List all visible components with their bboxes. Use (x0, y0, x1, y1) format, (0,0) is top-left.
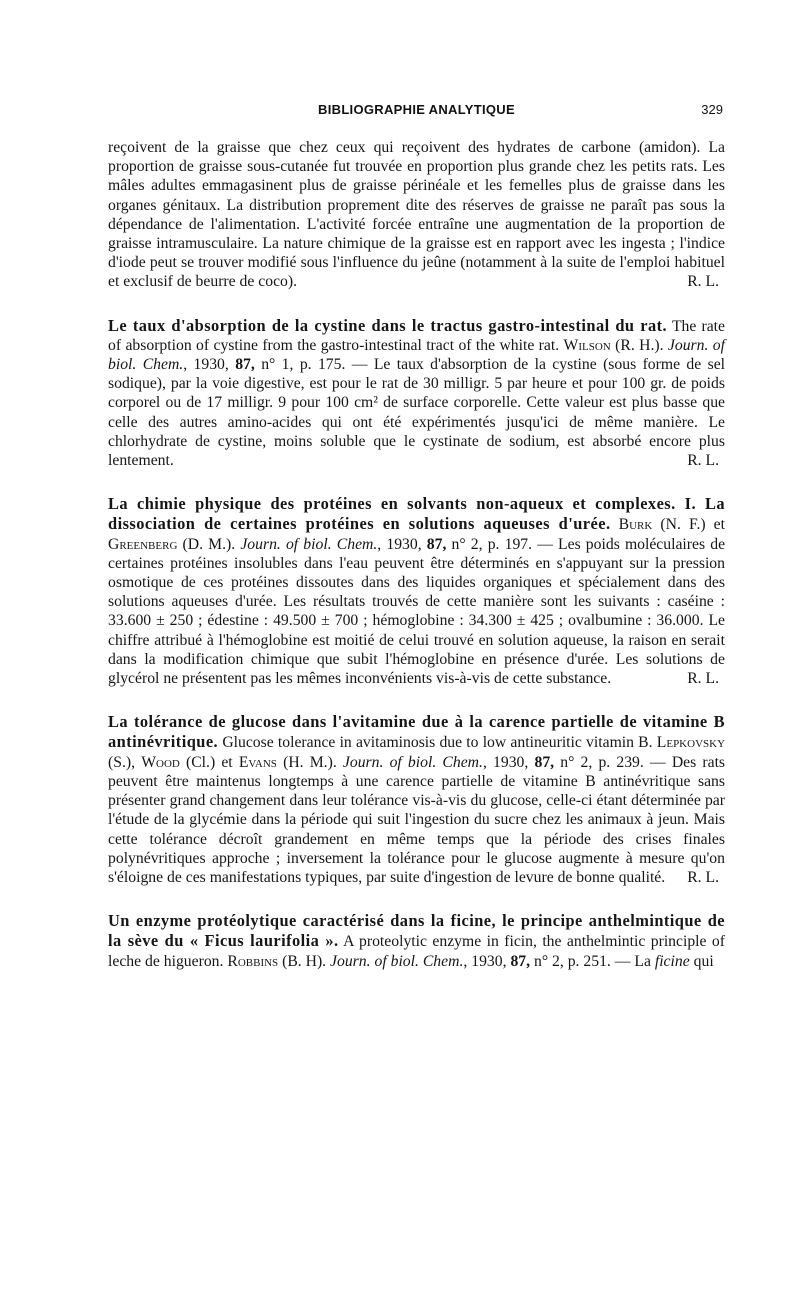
abstract-continuation (108, 138, 725, 292)
author-name: Wilson (563, 336, 611, 354)
abstract-ficine (108, 911, 725, 971)
page-number: 329 (701, 102, 723, 117)
journal-volume: 87, (235, 356, 255, 374)
abstract-body: La tolérance de glucose dans l'avitamine due à la carence partielle de vitamine B antinévritique. Glucose tolerance in avitaminosis due to low antineuritic vitamin B. Lepkovsky (S.), Wood (Cl.) et Evans (H. M.). Journ. of biol. Chem., 1930, 87, n° 2, p. 239. — Des rats peuvent être maintenus longtemps à une carence partielle de vitamine B antinévritique sans présenter grand changement dans leur tolérance vis-à-vis du glucose, celle-ci étant déterminée par l'étude de la glycémie dans la période qui suit l'ingestion du sucre chez les animaux à jeun. Mais cette tolérance décroît grandement en même temps que la période des crises finales polynévritiques approche ; inversement la tolérance pour le glucose augmente à mesure qu'on s'éloigne de ces manifestations typiques, par suite d'ingestion de levure de bonne qualité. R. L. (108, 712, 726, 886)
english-title: Glucose tolerance in avitaminosis due to low antineuritic vitamin B. (222, 734, 653, 752)
journal-volume: 87, (426, 535, 447, 553)
abstract-initials: R. L. (687, 452, 719, 470)
english-title: The rate of absorption of cystine from the gastro-intestinal tract of the white rat. (108, 317, 725, 354)
abstract-initials: R. L. (687, 273, 719, 291)
author-name: Robbins (227, 952, 279, 970)
running-title: BIBLIOGRAPHIE ANALYTIQUE (318, 102, 515, 117)
abstract-cystine (108, 316, 725, 471)
journal-name: Journ. of biol. Chem. (108, 336, 726, 374)
abstract-title: Le taux d'absorption de la cystine dans le tractus gastro-intestinal du rat. (108, 315, 668, 335)
journal-volume: 87, (510, 952, 531, 970)
running-head (108, 100, 725, 122)
journal-volume: 87, (534, 753, 555, 771)
abstract-body: Le taux d'absorption de la cystine dans le tractus gastro-intestinal du rat. The rate of absorption of cystine from the gastro-intestinal tract of the white rat. Wilson (R. H.). Journ. of biol. Chem., 1930, 87, n° 1, p. 175. — Le taux d'absorption de la cystine (sous forme de sel sodique), par la voie digestive, est pour le rat de 30 milligr. 5 par heure et pour 100 gr. de poids corporel ou de 17 milligr. 9 pour 100 cm² de surface corporelle. Cette valeur est plus basse que celle des autres amino-acides qui ont été expérimentés jusqu'ici de même manière. Le chlorhydrate de cystine, moins soluble que le cystinate de sodium, est absorbé encore plus lentement. R. L. (108, 315, 726, 470)
author-name: Wood (141, 753, 180, 771)
abstract-proteines (108, 494, 725, 688)
journal-name: Journ. of biol. Chem. (330, 952, 464, 970)
journal-name: Journ. of biol. Chem. (342, 753, 483, 771)
abstract-body: reçoivent de la graisse que chez ceux qui reçoivent des hydrates de carbone (amidon). La proportion de graisse sous-cutanée fut trouvée en proportion plus grande chez les petits rats. Les mâles adultes emmagasinent plus de graisse périnéale et les femelles plus de graisse dans les organes génitaux. La distribution proprement dite des réserves de graisse ne paraît pas sous la dépendance de l'alimentation. L'activité forcée entraîne une augmentation de la proportion de graisse intramusculaire. La nature chimique de la graisse est en rapport avec les ingesta ; l'indice d'iode peut se trouver modifié sous l'influence du jeûne (notamment à la suite de l'emploi habituel et exclusif de beurre de coco). R. L. (108, 139, 725, 291)
journal-name: Journ. of biol. Chem. (240, 535, 378, 553)
italic-term: ficine (654, 952, 690, 970)
author-name: Evans (238, 753, 277, 771)
abstract-initials: R. L. (687, 670, 719, 688)
author-name: Greenberg (108, 535, 178, 553)
abstract-body: La chimie physique des protéines en solvants non-aqueux et complexes. I. La dissociation de certaines protéines en solutions aqueuses d'urée. Burk (N. F.) et Greenberg (D. M.). Journ. of biol. Chem., 1930, 87, n° 2, p. 197. — Les poids moléculaires de certaines protéines insolubles dans l'eau peuvent être déterminés en s'appuyant sur la pression osmotique de ces protéines dissoutes dans des liquides organiques et spécialement dans des solutions aqueuses d'urée. Les résultats trouvés de cette manière sont les suivants : caséine : 33.600 ± 250 ; édestine : 49.500 ± 700 ; hémoglobine : 34.300 ± 425 ; ovalbumine : 36.000. Le chiffre attribué à l'hémoglobine est moitié de celui trouvé en solution aqueuse, la raison en serait dans la modification chimique que subit l'hémoglobine en présence d'urée. Les solutions de glycérol ne présentent pas les mêmes inconvénients vis-à-vis de cette substance. R. L. (108, 494, 726, 688)
english-title: A proteolytic enzyme in ficin, the anthelmintic principle of leche de higueron. (108, 933, 725, 970)
abstract-body: Un enzyme protéolytique caractérisé dans la ficine, le principe anthelmintique de la sève du « Ficus laurifolia ». A proteolytic enzyme in ficin, the anthelmintic principle of leche de higueron. Robbins (B. H). Journ. of biol. Chem., 1930, 87, n° 2, p. 251. — La ficine qui (108, 911, 725, 970)
document-page (108, 100, 725, 971)
abstract-glucose (108, 712, 725, 887)
abstract-title: La chimie physique des protéines en solvants non-aqueux et complexes. I. La dissociation de certaines protéines en solutions aqueuses d'urée. (108, 494, 725, 534)
author-name: Lepkovsky (656, 734, 726, 752)
abstract-title: Un enzyme protéolytique caractérisé dans la ficine, le principe anthelmintique de la sève du « Ficus laurifolia ». (108, 911, 725, 951)
author-name: Burk (618, 516, 653, 534)
abstract-initials: R. L. (687, 868, 719, 886)
abstract-title: La tolérance de glucose dans l'avitamine due à la carence partielle de vitamine B antinévritique. (108, 712, 725, 752)
